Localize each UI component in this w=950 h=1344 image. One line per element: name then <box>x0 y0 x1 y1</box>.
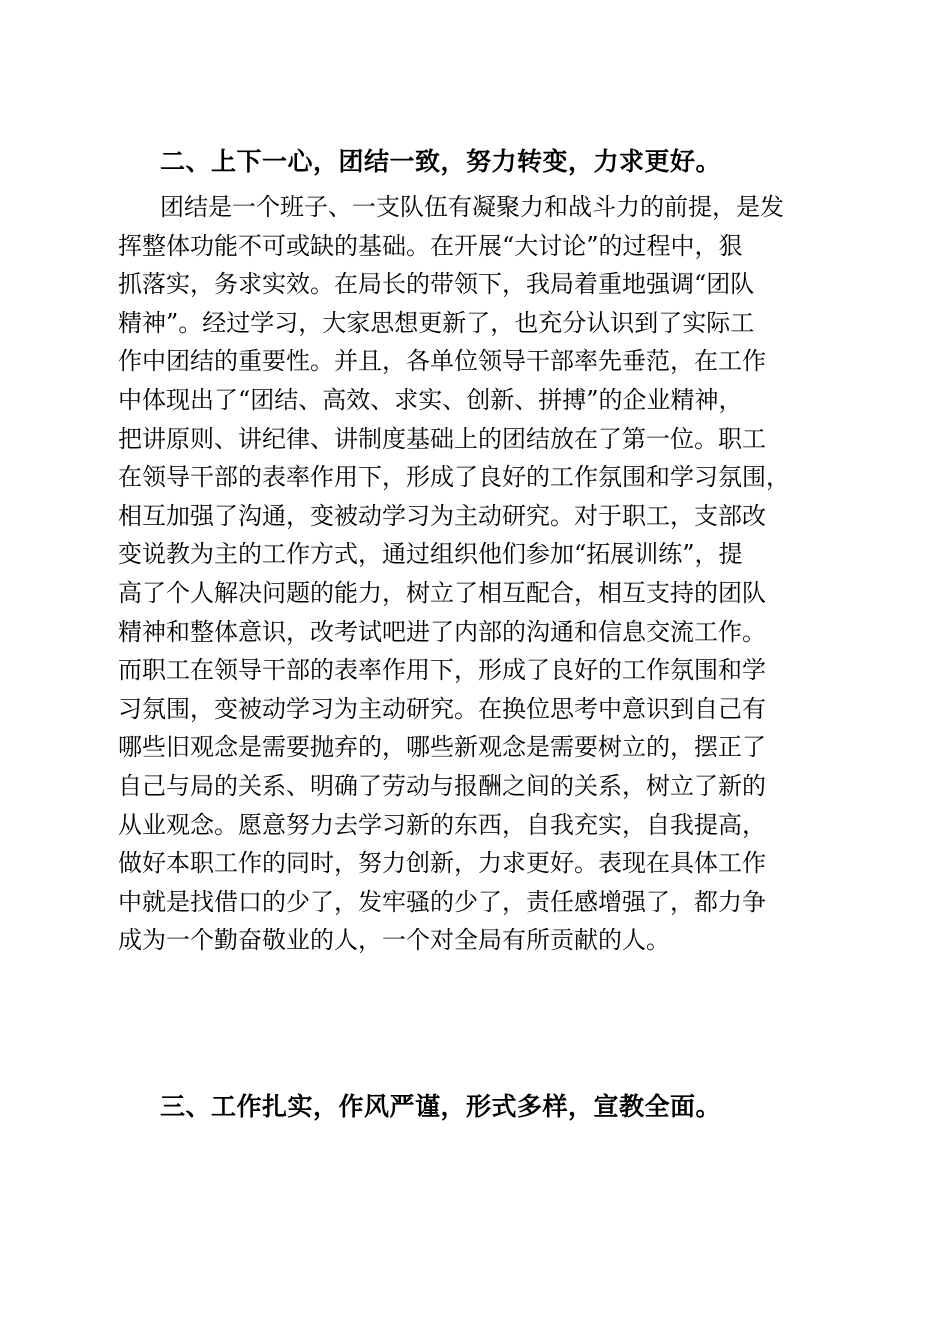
paragraph-line: 作中团结的重要性。并且，各单位领导干部率先垂范，在工作 <box>118 347 766 376</box>
section-heading-two: 二、上下一心，团结一致，努力转变，力求更好。 <box>160 147 722 176</box>
paragraph-line: 把讲原则、讲纪律、讲制度基础上的团结放在了第一位。职工 <box>118 424 766 453</box>
paragraph-line: 哪些旧观念是需要抛弃的，哪些新观念是需要树立的，摆正了 <box>118 733 766 762</box>
paragraph-line: 高了个人解决问题的能力，树立了相互配合，相互支持的团队 <box>118 578 766 607</box>
paragraph-line: 抓落实，务求实效。在局长的带领下，我局着重地强调“团队 <box>118 270 755 299</box>
paragraph-line: 而职工在领导干部的表率作用下，形成了良好的工作氛围和学 <box>118 656 766 685</box>
paragraph-line: 在领导干部的表率作用下，形成了良好的工作氛围和学习氛围， <box>118 463 790 492</box>
paragraph-line: 从业观念。愿意努力去学习新的东西，自我充实，自我提高， <box>118 810 766 839</box>
body-paragraph <box>118 188 838 960</box>
paragraph-line: 挥整体功能不可或缺的基础。在开展“大讨论”的过程中，狠 <box>118 231 743 260</box>
paragraph-line: 自己与局的关系、明确了劳动与报酬之间的关系，树立了新的 <box>118 771 766 800</box>
paragraph-line: 变说教为主的工作方式，通过组织他们参加“拓展训练”，提 <box>118 540 743 569</box>
section-heading-three: 三、工作扎实，作风严谨，形式多样，宣教全面。 <box>160 1092 722 1121</box>
paragraph-line: 相互加强了沟通，变被动学习为主动研究。对于职工，支部改 <box>118 501 766 530</box>
paragraph-line: 团结是一个班子、一支队伍有凝聚力和战斗力的前提，是发 <box>160 193 784 221</box>
paragraph-line: 中就是找借口的少了，发牢骚的少了，责任感增强了，都力争 <box>118 887 766 916</box>
paragraph-line: 习氛围，变被动学习为主动研究。在换位思考中意识到自己有 <box>118 694 766 723</box>
paragraph-line: 精神和整体意识，改考试吧进了内部的沟通和信息交流工作。 <box>118 617 766 646</box>
paragraph-line: 成为一个勤奋敬业的人，一个对全局有所贡献的人。 <box>118 926 670 955</box>
paragraph-line: 做好本职工作的同时，努力创新，力求更好。表现在具体工作 <box>118 849 766 878</box>
paragraph-line: 中体现出了“团结、高效、求实、创新、拼搏”的企业精神， <box>118 385 743 414</box>
paragraph-line: 精神”。经过学习，大家思想更新了，也充分认识到了实际工 <box>118 308 755 337</box>
